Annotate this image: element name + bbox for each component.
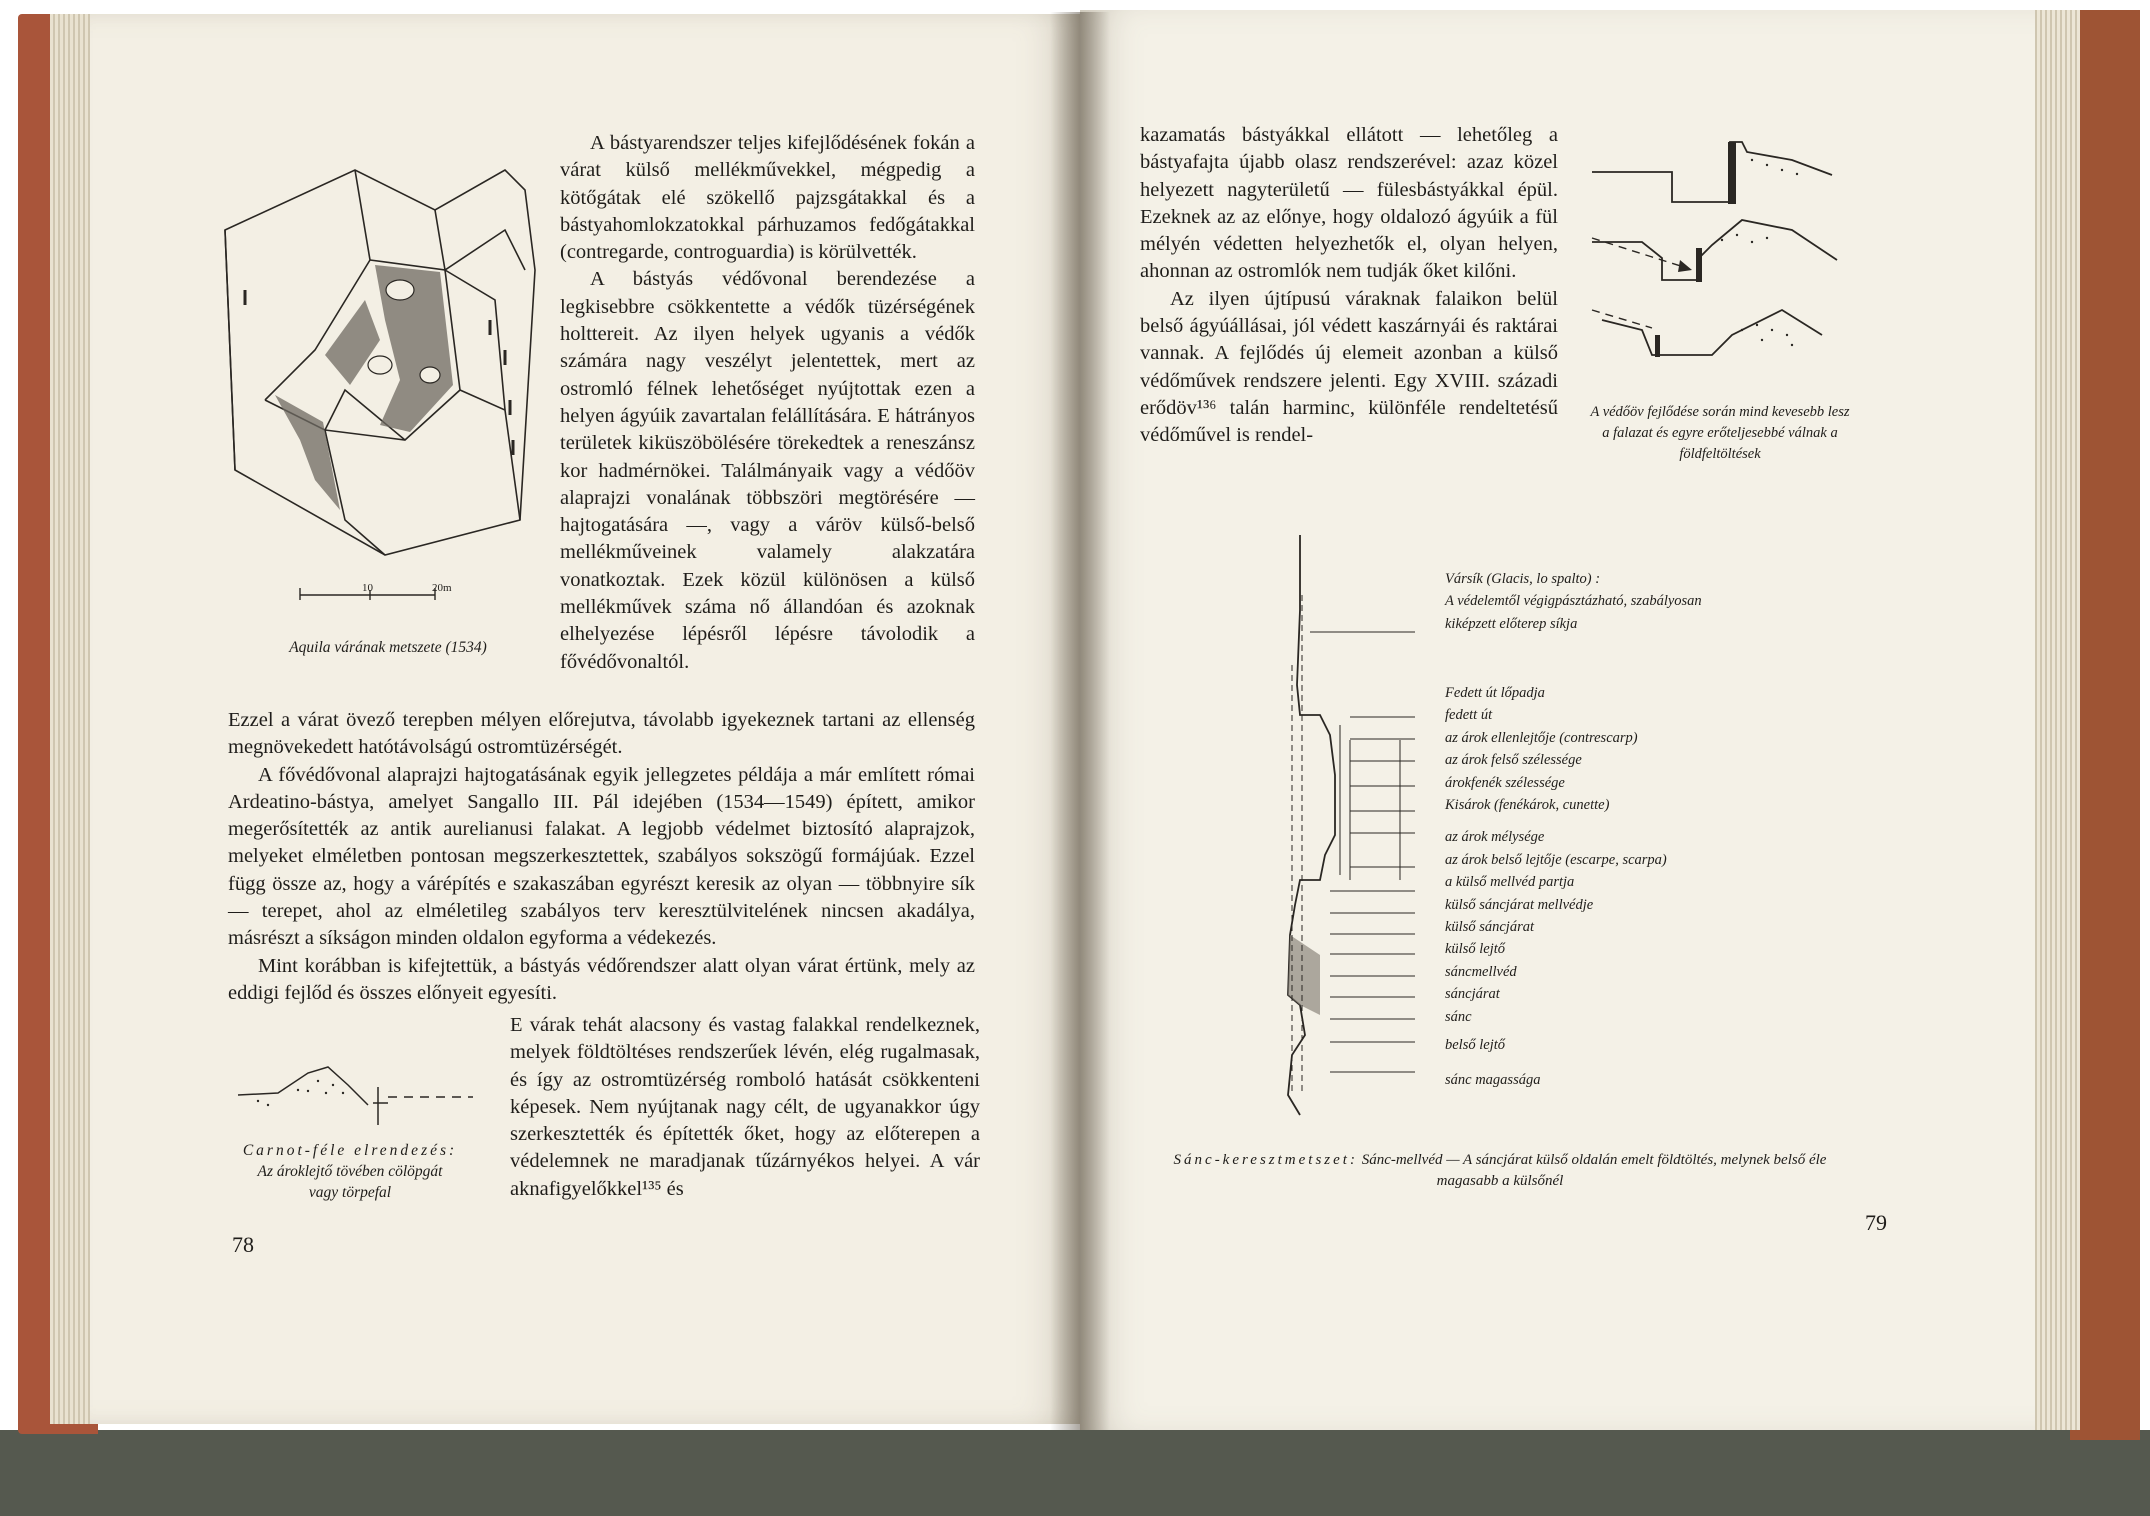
cross-section-legend xyxy=(1445,568,1755,635)
scale-label-20m: 20m xyxy=(432,582,452,594)
intro-paragraph-1: A bástyarendszer teljes kifejlődésének fokán a várat külső mellékművekkel, mégpedig a kötőgátak elé szökellő pajzsgátakkal és a bástyahomlokzatokkal párhuzamos fedőgátakkal (contregarde, controguardia) is körülvették. xyxy=(560,132,975,264)
wall-segment-2 xyxy=(1696,248,1702,282)
legend-item: árokfenék szélessége xyxy=(1445,774,1565,791)
legend-item: sáncjárat xyxy=(1445,986,1500,1003)
book-cover-right xyxy=(2070,10,2140,1440)
left-bottom-text xyxy=(510,1012,980,1203)
legend-item: sáncmellvéd xyxy=(1445,963,1517,980)
page-number-right: 79 xyxy=(1865,1210,1887,1235)
table-surface xyxy=(0,1430,2150,1516)
main-paragraph-2: A fővédővonal alaprajzi hajtogatásának egyik jellegzetes példája a már említett római Ardeatino-bástya, amelyet Sangallo III. Pál idejében (1534—1549) épített, amikor megerősítették az antik aurelianusi falakat. A legjobb védelmet biztosító alaprajzok, melyeket elméletben pontosan megszerkesztettek, szabályos sokszögű formájúak. Ezzel függ össze az, hogy a várépítés e szakaszában egyrészt keresik az olyan — többnyire sík — terepet, ahol az elméletileg szabályos terv keresztülvitelének nincsen akadálya, másrészt a síkságon minden oldalon egyforma a védekezés. xyxy=(228,763,975,950)
legend-item: Kisárok (fenékárok, cunette) xyxy=(1445,797,1610,814)
page-number-left: 78 xyxy=(232,1232,254,1257)
legend-item: az árok felső szélessége xyxy=(1445,752,1582,769)
legend-item: külső sáncjárat mellvédje xyxy=(1445,896,1594,913)
right-paragraph-2: Az ilyen újtípusú váraknak falaikon belül belső ágyúállásai, jól védett kaszárnyái és raktárai vannak. A fejlődés új elemeit azonban a külső védőművek rendszere jelenti. Egy XVIII. századi erődöv¹³⁶ talán harminc, különféle rendeltetésű védőművel is rendel- xyxy=(1140,287,1558,447)
glacis-title: Vársík (Glacis, lo spalto) : xyxy=(1445,571,1601,587)
main-paragraph-1: Ezzel a várat övező terepben mélyen előrejutva, távolabb igyekeznek tartani az ellenség megnövekedett hatótávolságú ostromtüzérségét. xyxy=(228,709,975,759)
legend-item: belső lejtő xyxy=(1445,1037,1506,1054)
right-paragraph-1: kazamatás bástyákkal ellátott — lehetőleg a bástyafajta újabb olasz rendszerével: azaz közel helyezett nagyterületű — fülesbástyákkal épül. Ezeknek az az előnye, hogy oldalozó ágyúik a fül mélyén védetten helyezhetők el, olyan helyen, ahonnan az ostromlók nem tudják őket kilőni. xyxy=(1140,124,1558,283)
main-paragraph-3: Mint korábban is kifejtettük, a bástyás védőrendszer alatt olyan várat értünk, mely az eddigi fejlőd és összes előnyeit egyesíti. xyxy=(228,954,975,1004)
wall-segment-3 xyxy=(1655,335,1660,357)
legend-item: az árok belső lejtője (escarpe, scarpa) xyxy=(1445,851,1667,868)
defense-evolution-figure xyxy=(1592,130,1842,390)
glacis-description: A védelemtől végigpásztázható, szabályosan kiképzett előterep síkja xyxy=(1445,593,1702,632)
legend-item: sánc xyxy=(1445,1008,1472,1025)
aquila-castle-section-figure xyxy=(205,140,545,610)
legend-item: Fedett út lőpadja xyxy=(1445,685,1545,701)
left-intro-text xyxy=(560,130,975,676)
cross-section-caption xyxy=(1160,1150,1840,1192)
legend-item: az árok ellenlejtője (contrescarp) xyxy=(1445,729,1638,746)
legend-item: külső lejtő xyxy=(1445,941,1506,958)
legend-item: külső sáncjárat xyxy=(1445,919,1535,936)
carnot-caption-text: Az ároklejtő tövében cölöpgát vagy törpefal xyxy=(257,1163,443,1201)
legend-item: sánc magassága xyxy=(1445,1071,1541,1088)
page-edges-left xyxy=(50,14,90,1424)
bottom-paragraph: E várak tehát alacsony és vastag falakkal rendelkeznek, melyek földtöltéses rendszerűek lévén, elég rugalmasak, és így az ostromtüzérség romboló hatását csökkenteni képesek. Nem nyújtanak nagy célt, de ugyanakkor úgy szerkesztették és építették őket, hogy az előterepen a védelemnek ne maradjanak tűzárnyékos helyei. A vár aknafigyelőkkel¹³⁵ és xyxy=(510,1014,980,1200)
legend-item: az árok mélysége xyxy=(1445,829,1545,846)
carnot-figure-caption xyxy=(225,1140,475,1203)
carnot-caption-title: Carnot-féle elrendezés: xyxy=(242,1142,458,1159)
book-gutter xyxy=(1050,12,1110,1430)
carnot-arrangement-figure xyxy=(238,1045,478,1135)
legend-item: fedett út xyxy=(1445,707,1493,724)
cross-section-caption-text: Sánc-mellvéd — A sáncjárat külső oldalán emelt földtöltés, melynek belső éle magasabb a külsőnél xyxy=(1361,1152,1827,1189)
legend-item: a külső mellvéd partja xyxy=(1445,874,1575,891)
intro-paragraph-2: A bástyás védővonal berendezése a legkisebbre csökkentette a védők tüzérségének holttereit. Az ilyen helyek ugyanis a védők számára nagy veszélyt jelentettek, mert az ostromló félnek lehetőséget nyújtottak ezen a helyen ágyúik zavartalan felállítására. E hátrányos területek kiküszöbölésére törekedtek a reneszánsz kor hadmérnökei. Találmányaik vagy a védőöv alaprajzi vonalának többszöri megtörésére — hajtogatására —, vagy a váröv külső-belső mellékműveinek valamely alakzatára vonatkoztak. Ezek közül különösen a külső mellékművek száma nő állandóan és azoknak elhelyezése lépésről lépésre távolodik a fővédővonaltól. xyxy=(560,268,975,673)
evolution-figure-caption: A védőöv fejlődése során mind kevesebb lesz a falazat és egyre erőteljesebbé válnak a földfeltöltések xyxy=(1590,404,1850,462)
cross-section-caption-title: Sánc-keresztmetszet: xyxy=(1173,1152,1358,1168)
scale-label-10: 10 xyxy=(362,582,373,594)
aquila-figure-caption: Aquila várának metszete (1534) xyxy=(289,639,487,656)
page-edges-right xyxy=(2035,10,2080,1430)
wall-segment-1 xyxy=(1728,142,1736,204)
left-main-text xyxy=(228,707,975,1007)
right-top-text xyxy=(1140,122,1558,450)
cross-section-legend-items xyxy=(1445,682,1765,1091)
legend-leader-lines xyxy=(1300,620,1420,1100)
